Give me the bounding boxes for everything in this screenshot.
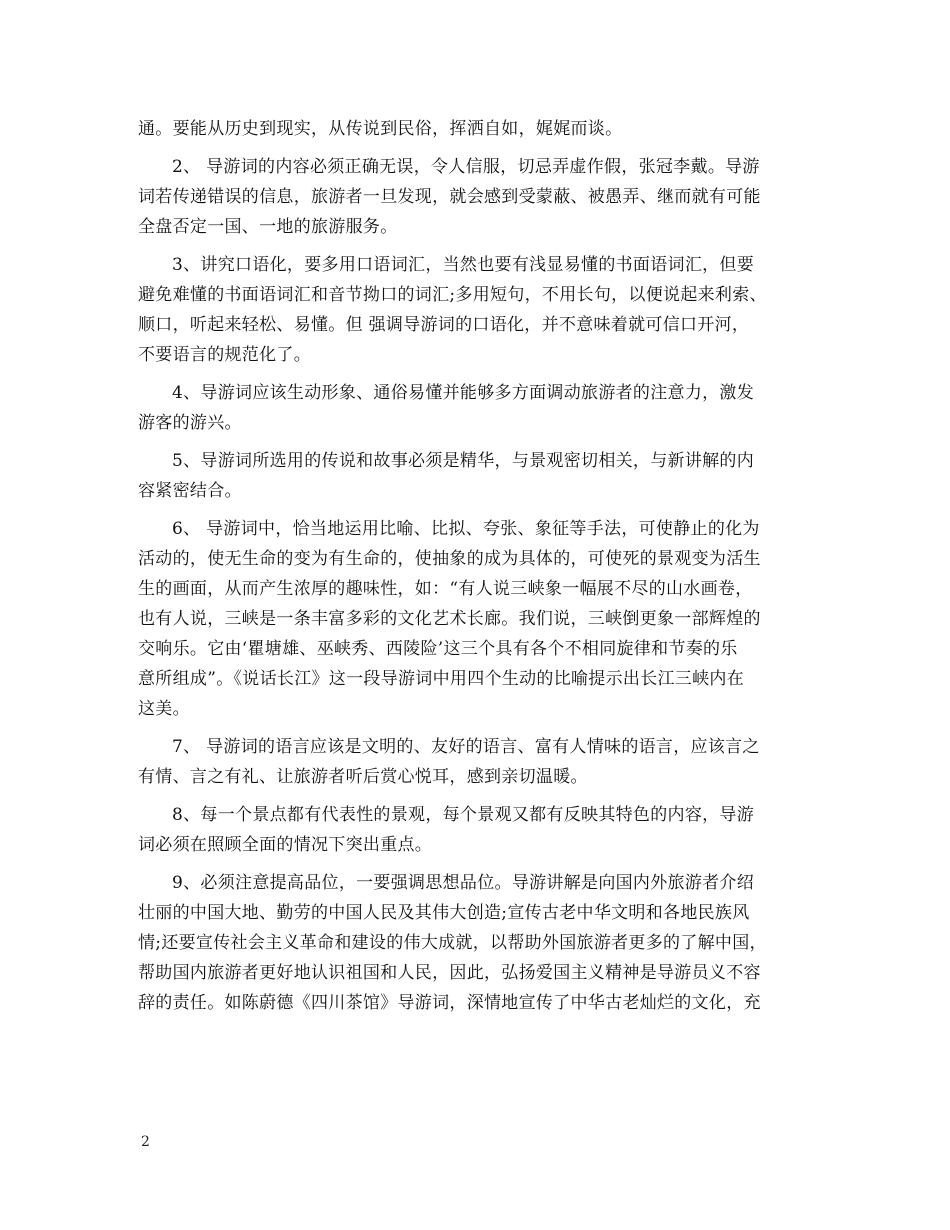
text-line: 6、 导游词中，恰当地运用比喻、比拟、夸张、象征等手法，可使静止的化为 xyxy=(172,519,760,539)
text-line: 壮丽的中国大地、勤劳的中国人民及其伟大创造;宣传古老中华文明和各地民族风 xyxy=(138,903,750,923)
text-line: 词若传递错误的信息，旅游者一旦发现，就会感到受蒙蔽、被愚弄、继而就有可能 xyxy=(138,187,761,207)
page-number: 2 xyxy=(141,1134,150,1150)
text-line: 8、每一个景点都有代表性的景观，每个景观又都有反映其特色的内容，导游 xyxy=(172,805,755,825)
paragraph-continuation xyxy=(138,114,822,144)
body-text xyxy=(138,114,822,1018)
text-line: 4、导游词应该生动形象、通俗易懂并能够多方面调动旅游者的注意力，激发 xyxy=(172,383,755,403)
paragraph-6 xyxy=(138,514,822,724)
text-line: 词必须在照顾全面的情况下突出重点。 xyxy=(138,835,433,855)
paragraph-7 xyxy=(138,732,822,792)
text-line: 不要语言的规范化了。 xyxy=(138,345,311,365)
paragraph-5 xyxy=(138,446,822,506)
text-line: 游客的游兴。 xyxy=(138,413,242,433)
text-line: 辞的责任。如陈蔚德《四川茶馆》导游词，深情地宣传了中华古老灿烂的文化，充 xyxy=(138,993,761,1013)
text-line: 帮助国内旅游者更好地认识祖国和人民，因此，弘扬爱国主义精神是导游员义不容 xyxy=(138,963,761,983)
text-line: 这美。 xyxy=(138,699,190,719)
paragraph-9 xyxy=(138,868,822,1018)
text-line: 意所组成”。《说话长江》这一段导游词中用四个生动的比喻提示出长江三峡内在 xyxy=(138,669,744,689)
text-line: 有情、言之有礼、让旅游者听后赏心悦耳，感到亲切温暖。 xyxy=(138,767,588,787)
text-line: 交响乐。它由‘瞿塘雄、巫峡秀、西陵险’这三个具有各个不相同旋律和节奏的乐 xyxy=(138,639,738,659)
paragraph-3 xyxy=(138,250,822,370)
paragraph-2 xyxy=(138,152,822,242)
text-line: 7、 导游词的语言应该是文明的、友好的语言、富有人情味的语言，应该言之 xyxy=(172,737,760,757)
text-line: 2、 导游词的内容必须正确无误，令人信服，切忌弄虚作假，张冠李戴。导游 xyxy=(172,157,760,177)
text-line: 活动的，使无生命的变为有生命的，使抽象的成为具体的，可使死的景观变为活生 xyxy=(138,549,761,569)
paragraph-8 xyxy=(138,800,822,860)
text-line: 3、讲究口语化，要多用口语词汇，当然也要有浅显易懂的书面语词汇，但要 xyxy=(172,255,755,275)
text-line: 情;还要宣传社会主义革命和建设的伟大成就，以帮助外国旅游者更多的了解中国， xyxy=(138,933,767,953)
text-line: 容紧密结合。 xyxy=(138,481,242,501)
text-line: 通。要能从历史到现实，从传说到民俗，挥洒自如，娓娓而谈。 xyxy=(138,119,623,139)
text-line: 避免难懂的书面语词汇和音节拗口的词汇;多用短句，不用长句，以便说起来利索、 xyxy=(138,285,767,305)
text-line: 全盘否定一国、一地的旅游服务。 xyxy=(138,217,398,237)
text-line: 5、导游词所选用的传说和故事必须是精华，与景观密切相关，与新讲解的内 xyxy=(172,451,755,471)
paragraph-4 xyxy=(138,378,822,438)
text-line: 也有人说，三峡是一条丰富多彩的文化艺术长廊。我们说，三峡倒更象一部辉煌的 xyxy=(138,609,761,629)
text-line: 9、必须注意提高品位，一要强调思想品位。导游讲解是向国内外旅游者介绍 xyxy=(172,873,755,893)
text-line: 生的画面，从而产生浓厚的趣味性，如：“有人说三峡象一幅展不尽的山水画卷， xyxy=(138,579,753,599)
text-line: 顺口，听起来轻松、易懂。但 强调导游词的口语化，并不意味着就可信口开河， xyxy=(138,315,750,335)
